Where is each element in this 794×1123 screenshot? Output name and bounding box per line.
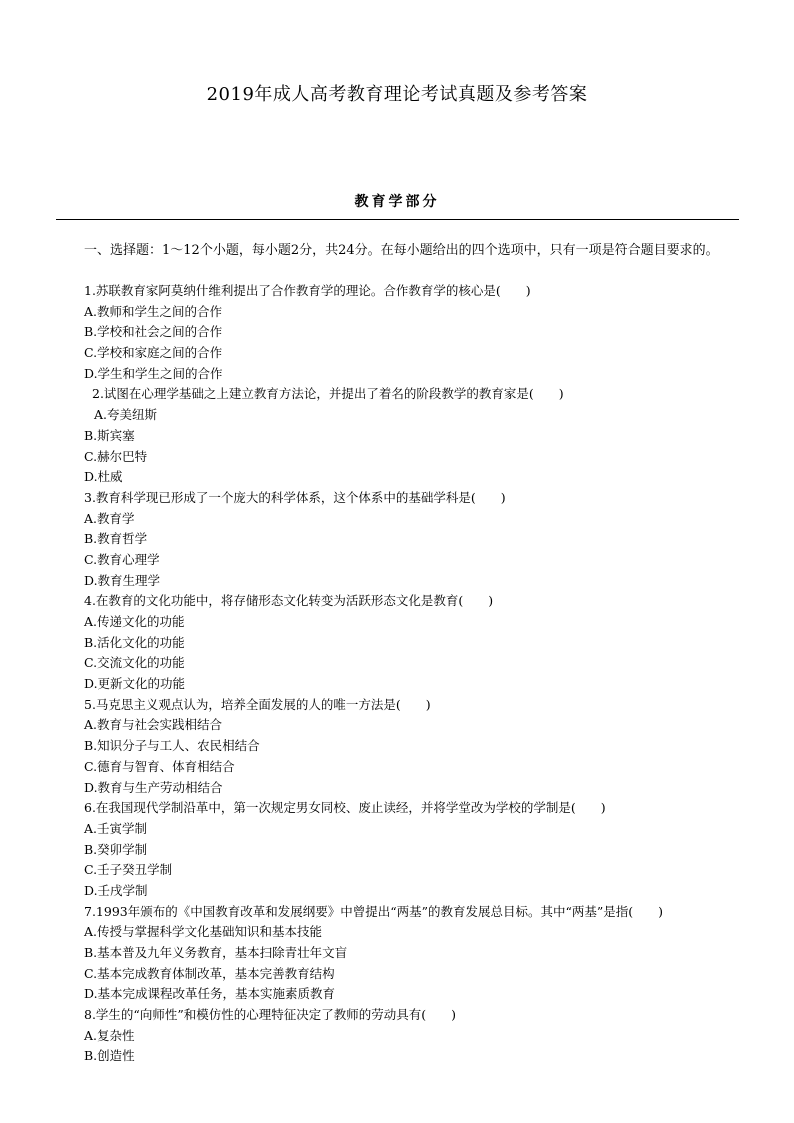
answer-option: B.学校和社会之间的合作 (84, 324, 223, 340)
answer-option: B.创造性 (84, 1048, 135, 1064)
answer-option: A.复杂性 (84, 1027, 135, 1043)
section-heading: 教育学部分 (354, 194, 440, 210)
answer-option: D.基本完成课程改革任务，基本实施素质教育 (84, 986, 336, 1002)
question-stem: 7.1993年颁布的《中国教育改革和发展纲要》中曾提出“两基”的教育发展总目标。其中“两基”是指( ) (84, 903, 664, 919)
answer-option: C.德育与智育、体育相结合 (84, 758, 235, 774)
answer-option: B.教育哲学 (84, 531, 148, 547)
answer-option: B.基本普及九年义务教育，基本扫除青壮年文盲 (84, 945, 348, 960)
answer-option: A.传递文化的功能 (84, 614, 185, 629)
answer-option: C.赫尔巴特 (84, 448, 148, 464)
answer-option: A.教育与社会实践相结合 (84, 717, 223, 733)
horizontal-rule (56, 219, 739, 220)
document-title: 2019年成人高考教育理论考试真题及参考答案 (206, 84, 588, 105)
question-stem: 6.在我国现代学制沿革中，第一次规定男女同校、废止读经，并将学堂改为学校的学制是( ) (84, 800, 606, 816)
answer-option: B.斯宾塞 (84, 427, 135, 443)
answer-option: B.知识分子与工人、农民相结合 (84, 738, 260, 754)
answer-option: A.教师和学生之间的合作 (84, 303, 223, 319)
question-stem: 3.教育科学现已形成了一个庞大的科学体系，这个体系中的基础学科是( ) (84, 489, 506, 505)
answer-option: C.教育心理学 (84, 551, 160, 567)
question-stem: 1.苏联教育家阿莫纳什维利提出了合作教育学的理论。合作教育学的核心是( ) (84, 283, 531, 298)
answer-option: C.壬子癸丑学制 (84, 862, 173, 878)
question-stem: 4.在教育的文化功能中，将存储形态文化转变为活跃形态文化是教育( ) (84, 593, 494, 609)
answer-option: D.教育与生产劳动相结合 (84, 779, 223, 795)
answer-option: D.杜威 (84, 469, 123, 485)
question-stem: 2.试图在心理学基础之上建立教育方法论，并提出了着名的阶段教学的教育家是( ) (92, 386, 564, 402)
instructions-paragraph: 一、选择题：1～12个小题，每小题2分，共24分。在每小题给出的四个选项中，只有一项是符合题目要求的。 (84, 243, 719, 258)
question-stem: 8.学生的“向师性”和模仿性的心理特征决定了教师的劳动具有( ) (84, 1007, 456, 1023)
answer-option: D.更新文化的功能 (84, 676, 186, 692)
question-list (84, 281, 774, 1067)
answer-option: D.学生和学生之间的合作 (84, 365, 223, 381)
answer-option: A.传授与掌握科学文化基础知识和基本技能 (84, 924, 323, 940)
answer-option: D.壬戌学制 (84, 882, 148, 898)
question-stem: 5.马克思主义观点认为，培养全面发展的人的唯一方法是( ) (84, 696, 431, 712)
answer-option: A.壬寅学制 (84, 820, 148, 836)
answer-option: B.癸卯学制 (84, 841, 148, 857)
answer-option: C.学校和家庭之间的合作 (84, 345, 223, 361)
answer-option: C.基本完成教育体制改革，基本完善教育结构 (84, 965, 335, 981)
answer-option: A.教育学 (84, 510, 135, 526)
answer-option: D.教育生理学 (84, 572, 161, 588)
answer-option: A.夸美纽斯 (94, 407, 158, 423)
answer-option: C.交流文化的功能 (84, 655, 185, 671)
answer-option: B.活化文化的功能 (84, 634, 185, 650)
